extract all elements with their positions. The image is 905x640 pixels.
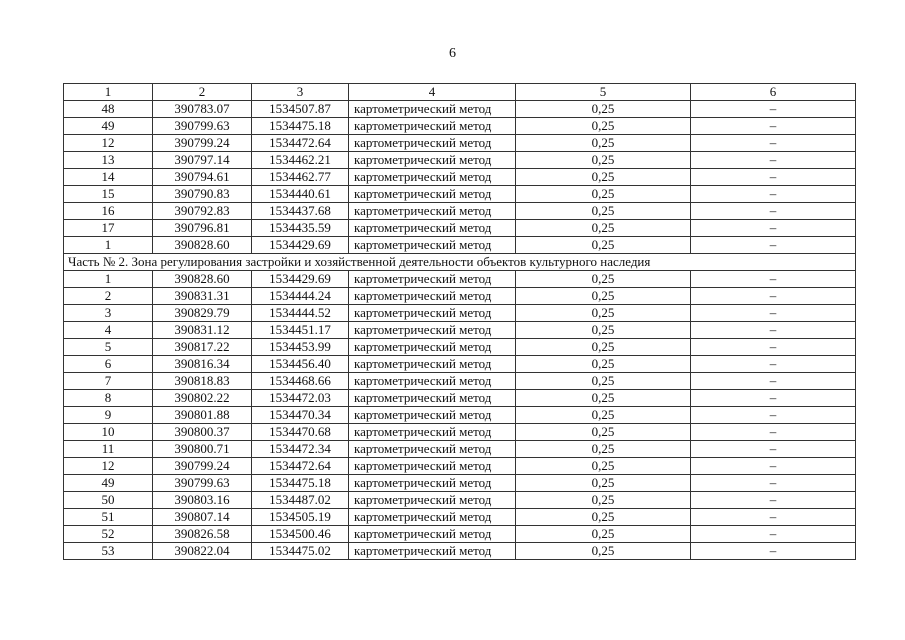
table-row bbox=[64, 356, 856, 373]
part2-y-coordinate-cell: 1534429.69 bbox=[252, 271, 349, 288]
part2-x-coordinate-cell: 390822.04 bbox=[153, 543, 252, 560]
part2-method-cell: картометрический метод bbox=[349, 475, 516, 492]
part2-note-cell: – bbox=[691, 322, 856, 339]
part2-method-cell: картометрический метод bbox=[349, 271, 516, 288]
part2-accuracy-cell: 0,25 bbox=[516, 458, 691, 475]
part1-y-coordinate-cell: 1534435.59 bbox=[252, 220, 349, 237]
header-cell-4: 4 bbox=[349, 84, 516, 101]
part2-x-coordinate-cell: 390802.22 bbox=[153, 390, 252, 407]
part1-x-coordinate-cell: 390783.07 bbox=[153, 101, 252, 118]
part2-y-coordinate-cell: 1534475.18 bbox=[252, 475, 349, 492]
part2-x-coordinate-cell: 390816.34 bbox=[153, 356, 252, 373]
part2-method-cell: картометрический метод bbox=[349, 356, 516, 373]
part2-note-cell: – bbox=[691, 373, 856, 390]
table-row bbox=[64, 492, 856, 509]
part1-x-coordinate-cell: 390799.63 bbox=[153, 118, 252, 135]
part1-x-coordinate-cell: 390828.60 bbox=[153, 237, 252, 254]
part2-y-coordinate-cell: 1534475.02 bbox=[252, 543, 349, 560]
part2-accuracy-cell: 0,25 bbox=[516, 271, 691, 288]
part2-accuracy-cell: 0,25 bbox=[516, 407, 691, 424]
part2-note-cell: – bbox=[691, 526, 856, 543]
part1-point-number-cell: 1 bbox=[64, 237, 153, 254]
part2-point-number-cell: 4 bbox=[64, 322, 153, 339]
part2-note-cell: – bbox=[691, 492, 856, 509]
part2-accuracy-cell: 0,25 bbox=[516, 305, 691, 322]
part1-method-cell: картометрический метод bbox=[349, 118, 516, 135]
table-row bbox=[64, 543, 856, 560]
table-row bbox=[64, 101, 856, 118]
part1-point-number-cell: 13 bbox=[64, 152, 153, 169]
part1-y-coordinate-cell: 1534440.61 bbox=[252, 186, 349, 203]
section-title-row bbox=[64, 254, 856, 271]
table-row bbox=[64, 339, 856, 356]
table-row bbox=[64, 475, 856, 492]
part1-method-cell: картометрический метод bbox=[349, 186, 516, 203]
coordinates-table bbox=[63, 83, 856, 560]
part2-y-coordinate-cell: 1534500.46 bbox=[252, 526, 349, 543]
table-row bbox=[64, 509, 856, 526]
part1-note-cell: – bbox=[691, 237, 856, 254]
part2-note-cell: – bbox=[691, 407, 856, 424]
part2-y-coordinate-cell: 1534470.34 bbox=[252, 407, 349, 424]
part2-accuracy-cell: 0,25 bbox=[516, 322, 691, 339]
table-row bbox=[64, 271, 856, 288]
part2-accuracy-cell: 0,25 bbox=[516, 492, 691, 509]
part2-note-cell: – bbox=[691, 458, 856, 475]
table-header-row bbox=[64, 84, 856, 101]
part2-method-cell: картометрический метод bbox=[349, 526, 516, 543]
part1-point-number-cell: 16 bbox=[64, 203, 153, 220]
table-row bbox=[64, 390, 856, 407]
part1-point-number-cell: 17 bbox=[64, 220, 153, 237]
part1-method-cell: картометрический метод bbox=[349, 169, 516, 186]
header-cell-1: 1 bbox=[64, 84, 153, 101]
table-row bbox=[64, 152, 856, 169]
part2-point-number-cell: 5 bbox=[64, 339, 153, 356]
part1-y-coordinate-cell: 1534507.87 bbox=[252, 101, 349, 118]
part2-accuracy-cell: 0,25 bbox=[516, 390, 691, 407]
part2-method-cell: картометрический метод bbox=[349, 424, 516, 441]
part2-y-coordinate-cell: 1534505.19 bbox=[252, 509, 349, 526]
part1-y-coordinate-cell: 1534437.68 bbox=[252, 203, 349, 220]
part1-method-cell: картометрический метод bbox=[349, 152, 516, 169]
part1-method-cell: картометрический метод bbox=[349, 135, 516, 152]
part1-point-number-cell: 14 bbox=[64, 169, 153, 186]
part2-note-cell: – bbox=[691, 339, 856, 356]
part1-accuracy-cell: 0,25 bbox=[516, 118, 691, 135]
table-row bbox=[64, 305, 856, 322]
part2-accuracy-cell: 0,25 bbox=[516, 288, 691, 305]
part2-accuracy-cell: 0,25 bbox=[516, 356, 691, 373]
part2-x-coordinate-cell: 390807.14 bbox=[153, 509, 252, 526]
part1-x-coordinate-cell: 390799.24 bbox=[153, 135, 252, 152]
part2-method-cell: картометрический метод bbox=[349, 288, 516, 305]
part2-x-coordinate-cell: 390831.12 bbox=[153, 322, 252, 339]
table-body bbox=[64, 84, 856, 560]
part2-note-cell: – bbox=[691, 424, 856, 441]
part2-point-number-cell: 10 bbox=[64, 424, 153, 441]
part2-point-number-cell: 11 bbox=[64, 441, 153, 458]
part2-point-number-cell: 51 bbox=[64, 509, 153, 526]
header-cell-5: 5 bbox=[516, 84, 691, 101]
part2-y-coordinate-cell: 1534444.24 bbox=[252, 288, 349, 305]
part1-note-cell: – bbox=[691, 220, 856, 237]
part1-accuracy-cell: 0,25 bbox=[516, 152, 691, 169]
part1-method-cell: картометрический метод bbox=[349, 101, 516, 118]
part2-y-coordinate-cell: 1534472.64 bbox=[252, 458, 349, 475]
table-row bbox=[64, 441, 856, 458]
part2-y-coordinate-cell: 1534453.99 bbox=[252, 339, 349, 356]
table-row bbox=[64, 458, 856, 475]
part2-x-coordinate-cell: 390799.24 bbox=[153, 458, 252, 475]
table-row bbox=[64, 220, 856, 237]
part2-method-cell: картометрический метод bbox=[349, 458, 516, 475]
header-cell-3: 3 bbox=[252, 84, 349, 101]
part2-accuracy-cell: 0,25 bbox=[516, 339, 691, 356]
part1-x-coordinate-cell: 390790.83 bbox=[153, 186, 252, 203]
part2-accuracy-cell: 0,25 bbox=[516, 475, 691, 492]
part2-note-cell: – bbox=[691, 475, 856, 492]
part2-accuracy-cell: 0,25 bbox=[516, 543, 691, 560]
part1-accuracy-cell: 0,25 bbox=[516, 203, 691, 220]
part1-x-coordinate-cell: 390796.81 bbox=[153, 220, 252, 237]
part2-method-cell: картометрический метод bbox=[349, 492, 516, 509]
part2-x-coordinate-cell: 390818.83 bbox=[153, 373, 252, 390]
part2-method-cell: картометрический метод bbox=[349, 305, 516, 322]
part2-accuracy-cell: 0,25 bbox=[516, 424, 691, 441]
part2-point-number-cell: 1 bbox=[64, 271, 153, 288]
part2-x-coordinate-cell: 390826.58 bbox=[153, 526, 252, 543]
part2-point-number-cell: 53 bbox=[64, 543, 153, 560]
part2-method-cell: картометрический метод bbox=[349, 441, 516, 458]
part1-x-coordinate-cell: 390797.14 bbox=[153, 152, 252, 169]
part2-point-number-cell: 2 bbox=[64, 288, 153, 305]
page-number: 6 bbox=[449, 46, 456, 61]
table-row bbox=[64, 322, 856, 339]
part2-accuracy-cell: 0,25 bbox=[516, 526, 691, 543]
part2-note-cell: – bbox=[691, 390, 856, 407]
table-row bbox=[64, 373, 856, 390]
part1-y-coordinate-cell: 1534475.18 bbox=[252, 118, 349, 135]
part1-note-cell: – bbox=[691, 101, 856, 118]
part1-note-cell: – bbox=[691, 152, 856, 169]
part2-method-cell: картометрический метод bbox=[349, 407, 516, 424]
part2-x-coordinate-cell: 390801.88 bbox=[153, 407, 252, 424]
part1-note-cell: – bbox=[691, 186, 856, 203]
part2-point-number-cell: 52 bbox=[64, 526, 153, 543]
part2-point-number-cell: 6 bbox=[64, 356, 153, 373]
part1-method-cell: картометрический метод bbox=[349, 220, 516, 237]
part1-y-coordinate-cell: 1534462.21 bbox=[252, 152, 349, 169]
part2-y-coordinate-cell: 1534487.02 bbox=[252, 492, 349, 509]
part2-accuracy-cell: 0,25 bbox=[516, 373, 691, 390]
part1-x-coordinate-cell: 390792.83 bbox=[153, 203, 252, 220]
part1-y-coordinate-cell: 1534462.77 bbox=[252, 169, 349, 186]
part1-method-cell: картометрический метод bbox=[349, 203, 516, 220]
part1-point-number-cell: 49 bbox=[64, 118, 153, 135]
part2-y-coordinate-cell: 1534444.52 bbox=[252, 305, 349, 322]
header-cell-6: 6 bbox=[691, 84, 856, 101]
part1-note-cell: – bbox=[691, 118, 856, 135]
table-row bbox=[64, 288, 856, 305]
table-row bbox=[64, 169, 856, 186]
part2-x-coordinate-cell: 390829.79 bbox=[153, 305, 252, 322]
part1-accuracy-cell: 0,25 bbox=[516, 169, 691, 186]
table-row bbox=[64, 424, 856, 441]
part2-method-cell: картометрический метод bbox=[349, 390, 516, 407]
part2-x-coordinate-cell: 390828.60 bbox=[153, 271, 252, 288]
part2-note-cell: – bbox=[691, 509, 856, 526]
part1-accuracy-cell: 0,25 bbox=[516, 186, 691, 203]
part1-point-number-cell: 15 bbox=[64, 186, 153, 203]
part1-note-cell: – bbox=[691, 135, 856, 152]
part1-y-coordinate-cell: 1534472.64 bbox=[252, 135, 349, 152]
part2-note-cell: – bbox=[691, 271, 856, 288]
part1-accuracy-cell: 0,25 bbox=[516, 237, 691, 254]
part2-point-number-cell: 8 bbox=[64, 390, 153, 407]
part2-method-cell: картометрический метод bbox=[349, 509, 516, 526]
part2-y-coordinate-cell: 1534451.17 bbox=[252, 322, 349, 339]
part2-note-cell: – bbox=[691, 305, 856, 322]
part2-x-coordinate-cell: 390803.16 bbox=[153, 492, 252, 509]
part2-note-cell: – bbox=[691, 543, 856, 560]
part2-accuracy-cell: 0,25 bbox=[516, 509, 691, 526]
part1-x-coordinate-cell: 390794.61 bbox=[153, 169, 252, 186]
part2-point-number-cell: 12 bbox=[64, 458, 153, 475]
table-row bbox=[64, 237, 856, 254]
part1-y-coordinate-cell: 1534429.69 bbox=[252, 237, 349, 254]
table-row bbox=[64, 118, 856, 135]
table-row bbox=[64, 203, 856, 220]
part2-method-cell: картометрический метод bbox=[349, 322, 516, 339]
part1-method-cell: картометрический метод bbox=[349, 237, 516, 254]
table-row bbox=[64, 526, 856, 543]
part1-point-number-cell: 12 bbox=[64, 135, 153, 152]
part2-point-number-cell: 49 bbox=[64, 475, 153, 492]
part2-note-cell: – bbox=[691, 356, 856, 373]
part2-x-coordinate-cell: 390799.63 bbox=[153, 475, 252, 492]
table-row bbox=[64, 135, 856, 152]
section-title: Часть № 2. Зона регулирования застройки и хозяйственной деятельности объектов культурного наследия bbox=[64, 254, 856, 271]
part2-point-number-cell: 3 bbox=[64, 305, 153, 322]
part2-y-coordinate-cell: 1534470.68 bbox=[252, 424, 349, 441]
table-row bbox=[64, 407, 856, 424]
part2-y-coordinate-cell: 1534468.66 bbox=[252, 373, 349, 390]
part2-x-coordinate-cell: 390800.37 bbox=[153, 424, 252, 441]
part1-accuracy-cell: 0,25 bbox=[516, 220, 691, 237]
part2-method-cell: картометрический метод bbox=[349, 339, 516, 356]
table-row bbox=[64, 186, 856, 203]
part2-y-coordinate-cell: 1534472.34 bbox=[252, 441, 349, 458]
part2-point-number-cell: 9 bbox=[64, 407, 153, 424]
part2-x-coordinate-cell: 390831.31 bbox=[153, 288, 252, 305]
part2-y-coordinate-cell: 1534472.03 bbox=[252, 390, 349, 407]
part2-point-number-cell: 50 bbox=[64, 492, 153, 509]
part2-point-number-cell: 7 bbox=[64, 373, 153, 390]
part2-note-cell: – bbox=[691, 288, 856, 305]
part2-x-coordinate-cell: 390800.71 bbox=[153, 441, 252, 458]
part2-x-coordinate-cell: 390817.22 bbox=[153, 339, 252, 356]
part2-method-cell: картометрический метод bbox=[349, 543, 516, 560]
part2-method-cell: картометрический метод bbox=[349, 373, 516, 390]
part1-note-cell: – bbox=[691, 169, 856, 186]
part1-note-cell: – bbox=[691, 203, 856, 220]
part1-point-number-cell: 48 bbox=[64, 101, 153, 118]
part1-accuracy-cell: 0,25 bbox=[516, 101, 691, 118]
part2-accuracy-cell: 0,25 bbox=[516, 441, 691, 458]
part1-accuracy-cell: 0,25 bbox=[516, 135, 691, 152]
part2-note-cell: – bbox=[691, 441, 856, 458]
header-cell-2: 2 bbox=[153, 84, 252, 101]
part2-y-coordinate-cell: 1534456.40 bbox=[252, 356, 349, 373]
